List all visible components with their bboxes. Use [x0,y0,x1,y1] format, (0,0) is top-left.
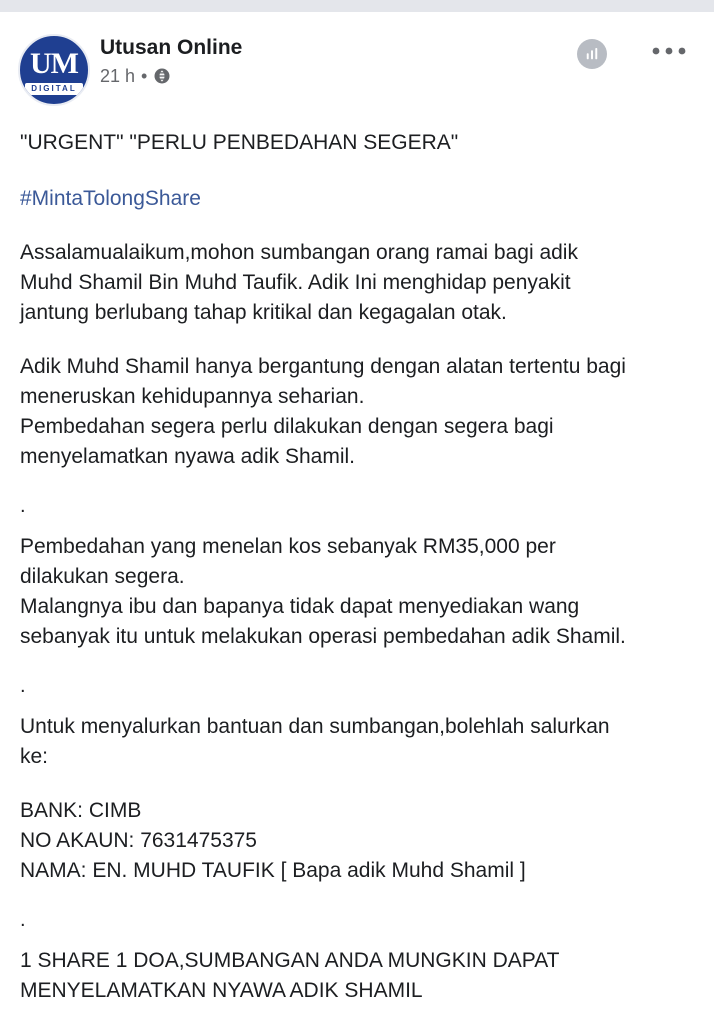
hashtag-link[interactable]: #MintaTolongShare [20,187,201,210]
separator-dot-3: . [20,909,26,931]
separator-dot-2: . [20,675,26,697]
avatar[interactable] [18,34,90,106]
avatar-logo-main: UM [30,47,78,80]
paragraph-1-line-1: Assalamualaikum,mohon sumbangan orang ramai bagi adik [20,241,578,264]
bank-name: BANK: CIMB [20,799,142,822]
more-options-icon[interactable] [646,40,692,62]
insights-icon[interactable] [577,39,607,69]
post-text [20,128,700,1006]
urgent-line: "URGENT" "PERLU PENBEDAHAN SEGERA" [20,131,459,154]
paragraph-1-line-2: Muhd Shamil Bin Muhd Taufik. Adik Ini menghidap penyakit [20,271,571,294]
paragraph-3-line-2: dilakukan segera. [20,565,185,588]
author-name[interactable]: Utusan Online [100,36,243,59]
paragraph-2-line-3: Pembedahan segera perlu dilakukan dengan segera bagi [20,415,554,438]
post-time[interactable]: 21 h [100,66,136,86]
post-meta [100,65,520,87]
paragraph-3-line-4: sebanyak itu untuk melakukan operasi pembedahan adik Shamil. [20,625,626,648]
post-card [0,12,714,1024]
avatar-logo-sub: DIGITAL [25,83,82,95]
paragraph-3-line-3: Malangnya ibu dan bapanya tidak dapat menyediakan wang [20,595,580,618]
paragraph-1-line-3: jantung berlubang tahap kritikal dan kegagalan otak. [20,301,507,324]
bank-account-number: NO AKAUN: 7631475375 [20,829,257,852]
author-block [100,35,520,87]
donation-intro-line-2: ke: [20,745,49,768]
meta-separator: • [141,66,148,86]
paragraph-2-line-2: meneruskan kehidupannya seharian. [20,385,365,408]
donation-intro-line-1: Untuk menyalurkan bantuan dan sumbangan,bolehlah salurkan [20,715,610,738]
closing-line-1: 1 SHARE 1 DOA,SUMBANGAN ANDA MUNGKIN DAPAT [20,949,560,972]
paragraph-3-line-1: Pembedahan yang menelan kos sebanyak RM35,000 per [20,535,556,558]
paragraph-2-line-1: Adik Muhd Shamil hanya bergantung dengan alatan tertentu bagi [20,355,626,378]
separator-dot-1: . [20,495,26,517]
closing-line-2: MENYELAMATKAN NYAWA ADIK SHAMIL [20,979,423,1002]
post-header [0,12,714,108]
globe-icon[interactable] [153,67,171,85]
paragraph-2-line-4: menyelamatkan nyawa adik Shamil. [20,445,355,468]
account-holder-name: NAMA: EN. MUHD TAUFIK [ Bapa adik Muhd Shamil ] [20,859,526,882]
